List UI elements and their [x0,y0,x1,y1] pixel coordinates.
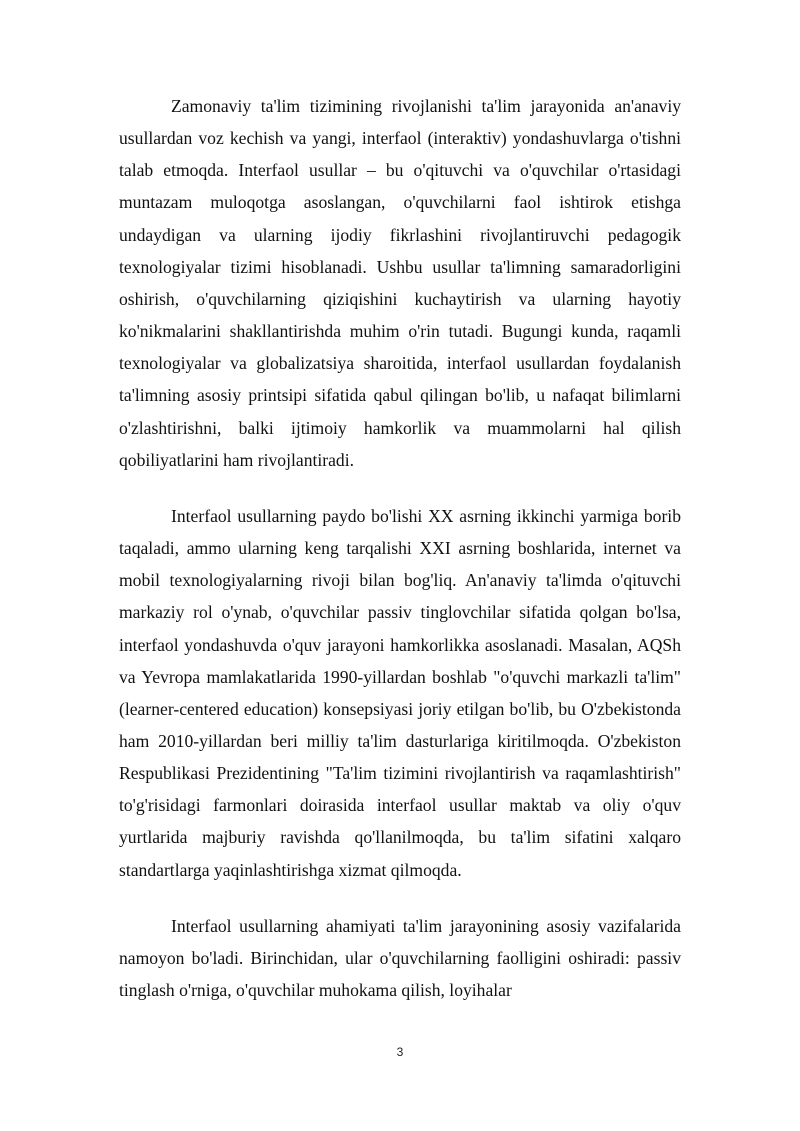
page-number: 3 [396,1045,404,1059]
body-text [119,90,681,1006]
paragraph-3: Interfaol usullarning ahamiyati ta'lim jarayonining asosiy vazifalarida namoyon bo'ladi. Birinchidan, ular o'quvchilarning faolligini oshiradi: passiv tinglash o'rniga, o'quvchilar muhokama qilish, loyihalar [119,915,681,1001]
paragraph-1: Zamonaviy ta'lim tizimining rivojlanishi ta'lim jarayonida an'anaviy usullardan voz kechish va yangi, interfaol (interaktiv) yondashuvlarga o'tishni talab etmoqda. Interfaol usullar – bu o'qituvchi va o'quvchilar o'rtasidagi muntazam muloqotga asoslangan, o'quvchilarni faol ishtirok etishga undaydigan va ularning ijodiy fikrlashini rivojlantiruvchi pedagogik texnologiyalar tizimi hisoblanadi. Ushbu usullar ta'limning samaradorligini oshirish, o'quvchilarning qiziqishini kuchaytirish va ularning hayotiy ko'nikmalarini shakllantirishda muhim o'rin tutadi. Bugungi kunda, raqamli texnologiyalar va globalizatsiya sharoitida, interfaol usullardan foydalanish ta'limning asosiy printsipi sifatida qabul qilingan bo'lib, u nafaqat bilimlarni o'zlashtirishni, balki ijtimoiy hamkorlik va muammolarni hal qilish qobiliyatlarini ham rivojlantiradi. [119,96,681,470]
paragraph-2: Interfaol usullarning paydo bo'lishi XX asrning ikkinchi yarmiga borib taqaladi, ammo ularning keng tarqalishi XXI asrning boshlarida, internet va mobil texnologiyalarning rivoji bilan bog'liq. An'anaviy ta'limda o'qituvchi markaziy rol o'ynab, o'quvchilar passiv tinglovchilar sifatida qolgan bo'lsa, interfaol yondashuvda o'quv jarayoni hamkorlikka asoslanadi. Masalan, AQSh va Yevropa mamlakatlarida 1990-yillardan boshlab "o'quvchi markazli ta'lim" (learner-centered education) konsepsiyasi joriy etilgan bo'lib, bu O'zbekistonda ham 2010-yillardan beri milliy ta'lim dasturlariga kiritilmoqda. O'zbekiston Respublikasi Prezidentining "Ta'lim tizimini rivojlantirish va raqamlashtirish" to'g'risidagi farmonlari doirasida interfaol usullar maktab va oliy o'quv yurtlarida majburiy ravishda qo'llanilmoqda, bu ta'lim sifatini xalqaro standartlarga yaqinlashtirishga xizmat qilmoqda. [119,505,681,880]
